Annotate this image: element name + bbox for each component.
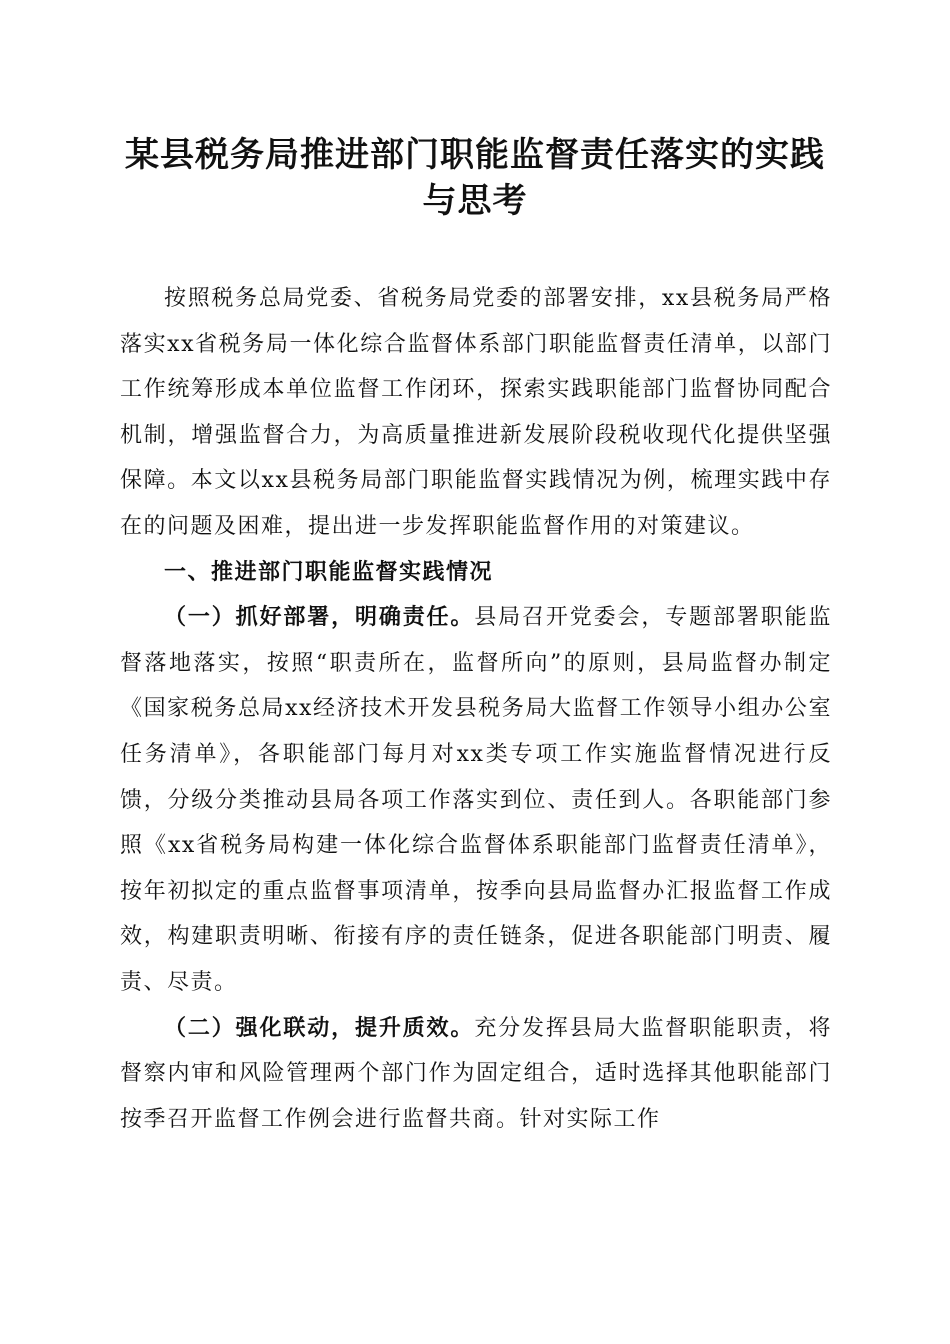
document-title — [100, 132, 850, 224]
subsection-1-lead: （一）抓好部署，明确责任。 — [164, 605, 475, 631]
subsection-2-lead: （二）强化联动，提升质效。 — [164, 1015, 475, 1041]
subsection-2-paragraph — [120, 1006, 832, 1143]
title-line-2: 与思考 — [422, 181, 528, 221]
subsection-1-paragraph — [120, 595, 832, 1005]
document-body — [120, 276, 832, 1142]
subsection-1-text: 县局召开党委会，专题部署职能监督落地落实，按照“职责所在，监督所向”的原则，县局监督办制定《国家税务总局xx经济技术开发县税务局大监督工作领导小组办公室任务清单》，各职能部门每月对xx类专项工作实施监督情况进行反馈，分级分类推动县局各项工作落实到位、责任到人。各职能部门参照《xx省税务局构建一体化综合监督体系职能部门监督责任清单》，按年初拟定的重点监督事项清单，按季向县局监督办汇报监督工作成效，构建职责明晰、衔接有序的责任链条，促进各职能部门明责、履责、尽责。 — [120, 605, 832, 995]
intro-paragraph: 按照税务总局党委、省税务局党委的部署安排，xx县税务局严格落实xx省税务局一体化综合监督体系部门职能监督责任清单，以部门工作统筹形成本单位监督工作闭环，探索实践职能部门监督协同配合机制，增强监督合力，为高质量推进新发展阶段税收现代化提供坚强保障。本文以xx县税务局部门职能监督实践情况为例，梳理实践中存在的问题及困难，提出进一步发挥职能监督作用的对策建议。 — [120, 286, 832, 539]
section-1-heading: 一、推进部门职能监督实践情况 — [164, 559, 494, 585]
title-line-1: 某县税务局推进部门职能监督责任落实的实践 — [125, 135, 825, 175]
subsection-2-text: 充分发挥县局大监督职能职责，将督察内审和风险管理两个部门作为固定组合，适时选择其他职能部门按季召开监督工作例会进行监督共商。针对实际工作 — [120, 1015, 832, 1132]
